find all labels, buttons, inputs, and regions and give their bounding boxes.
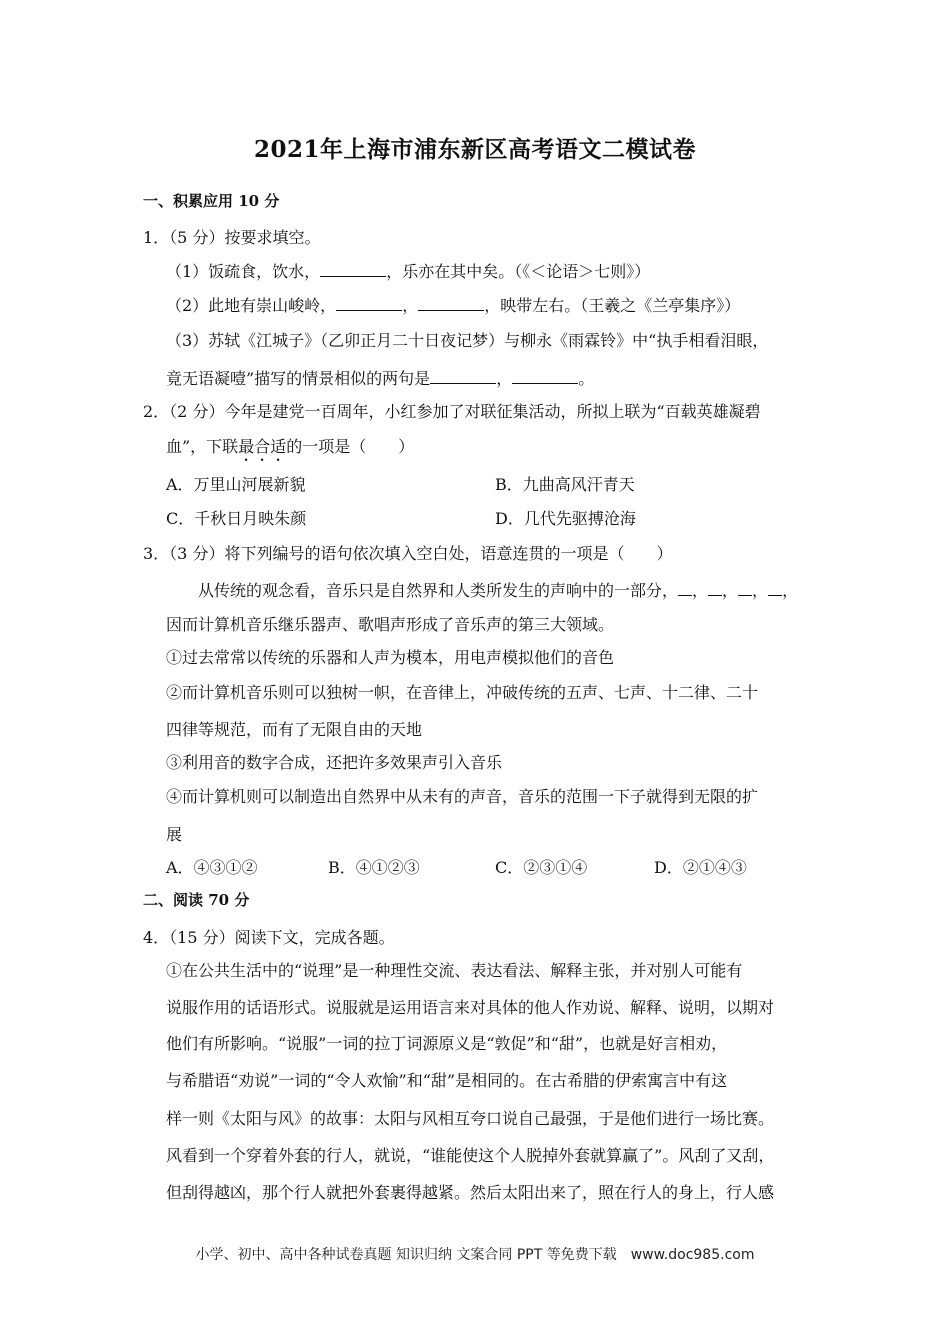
reading-passage-line: ①在公共生活中的“说理”是一种理性交流、表达看法、解释主张，并对别人可能有 [166,961,743,980]
question-3-stem: 3．（3 分）将下列编号的语句依次填入空白处，语意连贯的一项是（ ） [143,544,673,563]
question-1-part-3-cont: 竟无语凝噎”描写的情景相似的两句是 ， 。 [166,369,595,388]
question-3-sentence-1: ①过去常常以传统的乐器和人声为模本，用电声模拟他们的音色 [166,648,615,667]
question-3-sentence-4-cont: 展 [166,825,183,844]
footer-watermark: 小学、初中、高中各种试卷真题 知识归纳 文案合同 PPT 等免费下载 www.doc985.com [195,1247,755,1263]
answer-blank[interactable] [768,581,782,596]
question-2-option-c[interactable]: C．千秋日月映朱颜 [166,509,307,528]
reading-passage-line: 说服作用的话语形式。说服就是运用语言来对具体的他人作劝说、解释、说明，以期对 [166,998,775,1017]
question-3-option-c[interactable]: C．②③①④ [495,858,588,877]
answer-blank[interactable] [708,581,722,596]
answer-blank[interactable] [320,262,386,277]
reading-passage-line: 他们有所影响。“说服”一词的拉丁词源原义是“敦促”和“甜”，也就是好言相劝， [166,1034,728,1053]
question-2-option-b[interactable]: B．九曲高风汗青天 [495,475,635,494]
question-3-passage-cont: 因而计算机音乐继乐器声、歌唱声形成了音乐声的第三大领域。 [166,615,615,634]
answer-blank[interactable] [738,581,752,596]
question-3-sentence-3: ③利用音的数字合成，还把许多效果声引入音乐 [166,753,503,772]
question-3-sentence-2-cont: 四律等规范，而有了无限自由的天地 [166,720,423,739]
page-title: 2021年上海市浦东新区高考语文二模试卷 [253,136,696,163]
question-3-sentence-2: ②而计算机音乐则可以独树一帜，在音律上，冲破传统的五声、七声、十二律、二十 [166,683,759,702]
answer-blank[interactable] [678,581,692,596]
reading-passage-line: 风看到一个穿着外套的行人，就说，“谁能使这个人脱掉外套就算赢了”。风刮了又刮， [166,1146,775,1165]
question-3-option-a[interactable]: A．④③①② [166,858,258,877]
section-heading-2: 二、阅读 70 分 [143,891,250,909]
reading-passage-line: 与希腊语“劝说”一词的“令人欢愉”和“甜”是相同的。在古希腊的伊索寓言中有这 [166,1071,728,1090]
reading-passage-line: 但刮得越凶，那个行人就把外套裹得越紧。然后太阳出来了，照在行人的身上，行人感 [166,1183,775,1202]
question-3-sentence-4: ④而计算机则可以制造出自然界中从未有的声音，音乐的范围一下子就得到无限的扩 [166,787,759,806]
question-2-option-a[interactable]: A．万里山河展新貌 [166,475,306,494]
question-3-option-d[interactable]: D．②①④③ [654,858,747,877]
question-3-option-b[interactable]: B．④①②③ [328,858,420,877]
question-4-stem: 4．（15 分）阅读下文，完成各题。 [143,928,395,947]
question-3-passage: 从传统的观念看，音乐只是自然界和人类所发生的声响中的一部分， ， ， ， ， [198,581,799,600]
question-2-option-d[interactable]: D．几代先驱搏沧海 [495,509,636,528]
section-heading-1: 一、积累应用 10 分 [143,192,280,210]
reading-passage-line: 样一则《太阳与风》的故事：太阳与风相互夸口说自己最强，于是他们进行一场比赛。 [166,1109,775,1128]
question-1-stem: 1．（5 分）按要求填空。 [143,228,321,247]
answer-blank[interactable] [430,369,496,384]
answer-blank[interactable] [336,296,402,311]
question-2-stem-cont: 血”，下联最合适的一项是（ ） [166,437,415,456]
answer-blank[interactable] [512,369,578,384]
question-1-part-3: （3）苏轼《江城子》（乙卯正月二十日夜记梦）与柳永《雨霖铃》中“执手相看泪眼， [166,331,769,350]
question-1-part-2: （2）此地有崇山峻岭， ， ，映带左右。（王羲之《兰亭集序》） [166,296,741,315]
question-1-part-1: （1）饭疏食，饮水， ，乐亦在其中矣。（《＜论语＞七则》） [166,262,651,281]
question-2-stem: 2．（2 分）今年是建党一百周年，小红参加了对联征集活动，所拟上联为“百载英雄凝碧 [143,402,761,421]
answer-blank[interactable] [418,296,484,311]
